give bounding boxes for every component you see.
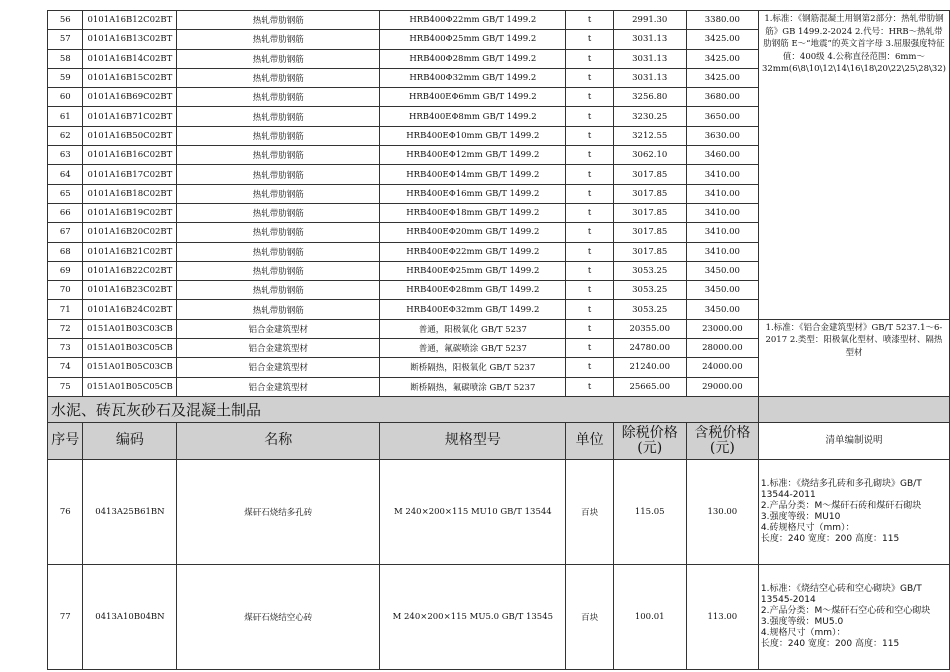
price-incl-tax: 3680.00 xyxy=(686,88,758,107)
note-cell: 1.标准：《铝合金建筑型材》GB/T 5237.1～6-2017 2.类型：阳极氧化型材、喷漆型材、隔热型材 xyxy=(758,319,949,396)
price-incl-tax: 23000.00 xyxy=(686,319,758,338)
item-name: 热轧带肋钢筋 xyxy=(177,184,380,203)
note-line: 1.标准：《烧结空心砖和空心砌块》GB/T 13545-2014 xyxy=(760,583,922,605)
item-spec: 断桥隔热，阳极氧化 GB/T 5237 xyxy=(380,358,566,377)
price-incl-tax: 3410.00 xyxy=(686,242,758,261)
item-unit: t xyxy=(566,223,613,242)
item-spec: HRB400EΦ25mm GB/T 1499.2 xyxy=(380,261,566,280)
item-name: 热轧带肋钢筋 xyxy=(177,88,380,107)
price-excl-tax: 21240.00 xyxy=(613,358,686,377)
item-name: 热轧带肋钢筋 xyxy=(177,242,380,261)
header-item-unit: 单位 xyxy=(566,422,613,459)
price-incl-tax: 3410.00 xyxy=(686,203,758,222)
row-number: 74 xyxy=(48,358,83,377)
price-incl-tax: 130.00 xyxy=(686,459,758,564)
item-name: 热轧带肋钢筋 xyxy=(177,300,380,319)
item-code: 0101A16B69C02BT xyxy=(83,88,177,107)
item-spec: HRB400Φ32mm GB/T 1499.2 xyxy=(380,68,566,87)
price-excl-tax: 3230.25 xyxy=(613,107,686,126)
row-number: 67 xyxy=(48,223,83,242)
price-incl-tax: 3410.00 xyxy=(686,223,758,242)
item-code: 0101A16B50C02BT xyxy=(83,126,177,145)
note-line: 长度：240 宽度：200 高度：115 xyxy=(760,638,900,649)
item-code: 0101A16B13C02BT xyxy=(83,30,177,49)
item-code: 0101A16B21C02BT xyxy=(83,242,177,261)
item-name: 铝合金建筑型材 xyxy=(177,377,380,396)
price-excl-tax: 3031.13 xyxy=(613,49,686,68)
item-unit: t xyxy=(566,146,613,165)
price-incl-tax: 113.00 xyxy=(686,564,758,669)
price-incl-tax: 3650.00 xyxy=(686,107,758,126)
item-spec: HRB400Φ25mm GB/T 1499.2 xyxy=(380,30,566,49)
item-unit: 百块 xyxy=(566,459,613,564)
item-name: 铝合金建筑型材 xyxy=(177,339,380,358)
price-incl-tax: 3460.00 xyxy=(686,146,758,165)
item-unit: t xyxy=(566,11,613,30)
note-line: 2.产品分类：M～煤矸石砖和煤矸石砌块 xyxy=(760,500,922,511)
item-name: 热轧带肋钢筋 xyxy=(177,165,380,184)
price-incl-tax: 3380.00 xyxy=(686,11,758,30)
row-number: 77 xyxy=(48,564,83,669)
item-code: 0101A16B18C02BT xyxy=(83,184,177,203)
item-unit: t xyxy=(566,281,613,300)
item-spec: HRB400EΦ18mm GB/T 1499.2 xyxy=(380,203,566,222)
note-cell xyxy=(758,459,949,564)
item-spec: HRB400EΦ16mm GB/T 1499.2 xyxy=(380,184,566,203)
row-number: 73 xyxy=(48,339,83,358)
item-code: 0413A10B04BN xyxy=(83,564,177,669)
item-name: 铝合金建筑型材 xyxy=(177,319,380,338)
item-name: 热轧带肋钢筋 xyxy=(177,49,380,68)
item-unit: t xyxy=(566,339,613,358)
section-title: 水泥、砖瓦灰砂石及混凝土制品 xyxy=(48,396,759,422)
item-code: 0101A16B15C02BT xyxy=(83,68,177,87)
item-name: 热轧带肋钢筋 xyxy=(177,126,380,145)
item-code: 0101A16B23C02BT xyxy=(83,281,177,300)
item-name: 热轧带肋钢筋 xyxy=(177,203,380,222)
item-spec: HRB400Φ22mm GB/T 1499.2 xyxy=(380,11,566,30)
item-name: 热轧带肋钢筋 xyxy=(177,146,380,165)
item-code: 0101A16B19C02BT xyxy=(83,203,177,222)
price-excl-tax: 3053.25 xyxy=(613,261,686,280)
item-name: 热轧带肋钢筋 xyxy=(177,11,380,30)
item-spec: 普通，阳极氧化 GB/T 5237 xyxy=(380,319,566,338)
table-row xyxy=(48,564,950,669)
section-row xyxy=(48,396,950,422)
note-line: 3.强度等级：MU10 xyxy=(760,511,841,522)
note-cell: 1.标准：《钢筋混凝土用钢第2部分：热轧带肋钢筋》GB 1499.2-2024 2.代号：HRB～热轧带肋钢筋 E～“地震”的英文首字母 3.屈服强度特征值：400级 4.公称直径范围：6mm～32mm(6\8\10\12\14\16\18\20\22\25\28\32) xyxy=(758,11,949,320)
price-list-table xyxy=(47,10,950,670)
price-incl-tax: 3450.00 xyxy=(686,281,758,300)
header-item-name: 名称 xyxy=(177,422,380,459)
item-name: 热轧带肋钢筋 xyxy=(177,261,380,280)
row-number: 72 xyxy=(48,319,83,338)
row-number: 62 xyxy=(48,126,83,145)
header-item-code: 编码 xyxy=(83,422,177,459)
price-incl-tax: 28000.00 xyxy=(686,339,758,358)
price-excl-tax: 3017.85 xyxy=(613,184,686,203)
item-code: 0101A16B24C02BT xyxy=(83,300,177,319)
row-number: 68 xyxy=(48,242,83,261)
item-code: 0101A16B14C02BT xyxy=(83,49,177,68)
row-number: 64 xyxy=(48,165,83,184)
table-row xyxy=(48,459,950,564)
price-excl-tax: 3053.25 xyxy=(613,281,686,300)
price-excl-tax: 3017.85 xyxy=(613,203,686,222)
price-excl-tax: 20355.00 xyxy=(613,319,686,338)
item-unit: t xyxy=(566,126,613,145)
price-incl-tax: 3425.00 xyxy=(686,68,758,87)
note-line: 3.强度等级：MU5.0 xyxy=(760,616,844,627)
note-cell xyxy=(758,564,949,669)
price-incl-tax: 3450.00 xyxy=(686,261,758,280)
item-spec: HRB400EΦ20mm GB/T 1499.2 xyxy=(380,223,566,242)
header-row-number: 序号 xyxy=(48,422,83,459)
item-unit: t xyxy=(566,300,613,319)
item-code: 0413A25B61BN xyxy=(83,459,177,564)
price-excl-tax: 2991.30 xyxy=(613,11,686,30)
price-incl-tax: 29000.00 xyxy=(686,377,758,396)
item-unit: t xyxy=(566,319,613,338)
row-number: 61 xyxy=(48,107,83,126)
item-name: 铝合金建筑型材 xyxy=(177,358,380,377)
item-unit: t xyxy=(566,242,613,261)
item-spec: HRB400EΦ10mm GB/T 1499.2 xyxy=(380,126,566,145)
header-item-spec: 规格型号 xyxy=(380,422,566,459)
row-number: 57 xyxy=(48,30,83,49)
item-spec: HRB400Φ28mm GB/T 1499.2 xyxy=(380,49,566,68)
item-code: 0101A16B71C02BT xyxy=(83,107,177,126)
item-name: 煤矸石烧结空心砖 xyxy=(177,564,380,669)
item-code: 0151A01B05C05CB xyxy=(83,377,177,396)
price-excl-tax: 3031.13 xyxy=(613,68,686,87)
item-name: 热轧带肋钢筋 xyxy=(177,223,380,242)
table-row xyxy=(48,11,950,30)
note-line: 2.产品分类：M～煤矸石空心砖和空心砌块 xyxy=(760,605,931,616)
item-name: 热轧带肋钢筋 xyxy=(177,30,380,49)
price-excl-tax: 3053.25 xyxy=(613,300,686,319)
item-unit: t xyxy=(566,68,613,87)
item-code: 0101A16B16C02BT xyxy=(83,146,177,165)
price-incl-tax: 3450.00 xyxy=(686,300,758,319)
item-unit: t xyxy=(566,203,613,222)
item-spec: HRB400EΦ6mm GB/T 1499.2 xyxy=(380,88,566,107)
item-spec: M 240×200×115 MU5.0 GB/T 13545 xyxy=(380,564,566,669)
item-unit: 百块 xyxy=(566,564,613,669)
row-number: 75 xyxy=(48,377,83,396)
row-number: 60 xyxy=(48,88,83,107)
section-filler xyxy=(758,396,949,422)
price-excl-tax: 24780.00 xyxy=(613,339,686,358)
item-spec: HRB400EΦ8mm GB/T 1499.2 xyxy=(380,107,566,126)
price-incl-tax: 3425.00 xyxy=(686,30,758,49)
item-unit: t xyxy=(566,358,613,377)
item-unit: t xyxy=(566,165,613,184)
table-row xyxy=(48,319,950,338)
item-spec: 断桥隔热，氟碳喷涂 GB/T 5237 xyxy=(380,377,566,396)
item-code: 0151A01B05C03CB xyxy=(83,358,177,377)
price-excl-tax: 115.05 xyxy=(613,459,686,564)
item-spec: 普通，氟碳喷涂 GB/T 5237 xyxy=(380,339,566,358)
price-excl-tax: 3017.85 xyxy=(613,242,686,261)
item-code: 0101A16B12C02BT xyxy=(83,11,177,30)
item-unit: t xyxy=(566,377,613,396)
item-code: 0101A16B22C02BT xyxy=(83,261,177,280)
price-incl-tax: 3630.00 xyxy=(686,126,758,145)
row-number: 58 xyxy=(48,49,83,68)
item-spec: HRB400EΦ32mm GB/T 1499.2 xyxy=(380,300,566,319)
row-number: 76 xyxy=(48,459,83,564)
row-number: 59 xyxy=(48,68,83,87)
price-incl-tax: 3410.00 xyxy=(686,184,758,203)
item-code: 0151A01B03C03CB xyxy=(83,319,177,338)
item-unit: t xyxy=(566,49,613,68)
price-excl-tax: 3017.85 xyxy=(613,223,686,242)
item-code: 0101A16B17C02BT xyxy=(83,165,177,184)
row-number: 70 xyxy=(48,281,83,300)
item-name: 热轧带肋钢筋 xyxy=(177,281,380,300)
price-excl-tax: 3031.13 xyxy=(613,30,686,49)
header-note: 清单编制说明 xyxy=(758,422,949,459)
price-excl-tax: 100.01 xyxy=(613,564,686,669)
item-unit: t xyxy=(566,184,613,203)
price-incl-tax: 24000.00 xyxy=(686,358,758,377)
item-name: 热轧带肋钢筋 xyxy=(177,107,380,126)
row-number: 56 xyxy=(48,11,83,30)
price-incl-tax: 3410.00 xyxy=(686,165,758,184)
item-unit: t xyxy=(566,107,613,126)
price-excl-tax: 3256.80 xyxy=(613,88,686,107)
row-number: 63 xyxy=(48,146,83,165)
item-code: 0151A01B03C05CB xyxy=(83,339,177,358)
row-number: 69 xyxy=(48,261,83,280)
row-number: 66 xyxy=(48,203,83,222)
item-spec: HRB400EΦ22mm GB/T 1499.2 xyxy=(380,242,566,261)
price-excl-tax: 3017.85 xyxy=(613,165,686,184)
item-unit: t xyxy=(566,88,613,107)
row-number: 71 xyxy=(48,300,83,319)
note-line: 长度：240 宽度：200 高度：115 xyxy=(760,533,900,544)
note-line: 1.标准：《烧结多孔砖和多孔砌块》GB/T 13544-2011 xyxy=(760,478,922,500)
item-unit: t xyxy=(566,261,613,280)
header-row xyxy=(48,422,950,459)
item-spec: HRB400EΦ28mm GB/T 1499.2 xyxy=(380,281,566,300)
item-unit: t xyxy=(566,30,613,49)
item-code: 0101A16B20C02BT xyxy=(83,223,177,242)
header-price-incl-tax: 含税价格(元) xyxy=(686,422,758,459)
item-spec: M 240×200×115 MU10 GB/T 13544 xyxy=(380,459,566,564)
row-number: 65 xyxy=(48,184,83,203)
price-excl-tax: 25665.00 xyxy=(613,377,686,396)
note-line: 4.砖规格尺寸（mm）： xyxy=(760,522,855,533)
header-price-excl-tax: 除税价格(元) xyxy=(613,422,686,459)
price-incl-tax: 3425.00 xyxy=(686,49,758,68)
price-excl-tax: 3212.55 xyxy=(613,126,686,145)
price-excl-tax: 3062.10 xyxy=(613,146,686,165)
item-spec: HRB400EΦ12mm GB/T 1499.2 xyxy=(380,146,566,165)
note-line: 4.规格尺寸（mm）： xyxy=(760,627,846,638)
item-name: 热轧带肋钢筋 xyxy=(177,68,380,87)
item-name: 煤矸石烧结多孔砖 xyxy=(177,459,380,564)
item-spec: HRB400EΦ14mm GB/T 1499.2 xyxy=(380,165,566,184)
